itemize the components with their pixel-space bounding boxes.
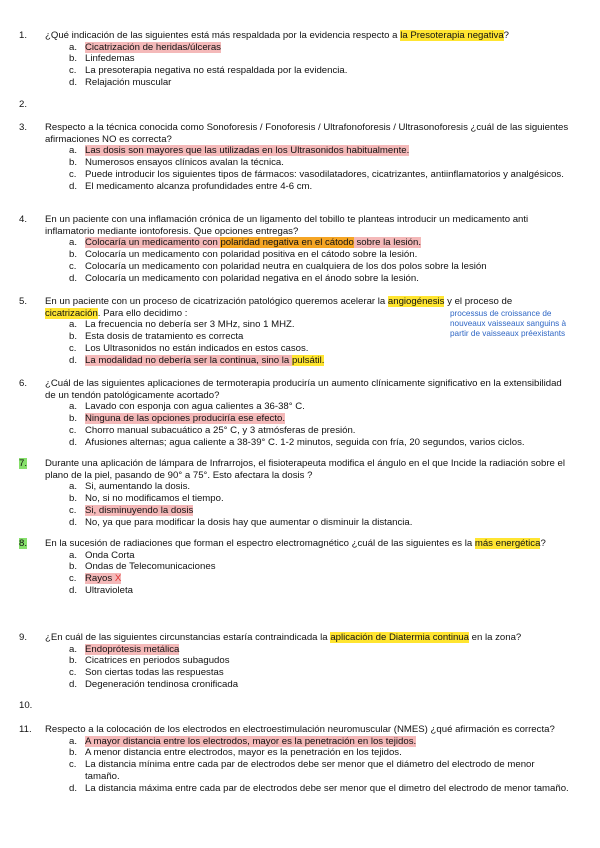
highlight: más energética xyxy=(474,538,541,549)
option-b: b. Colocaría un medicamento con polaridad positiva en el cátodo sobre la lesión. xyxy=(69,249,418,261)
question-number: 3. xyxy=(19,122,28,133)
question-text: ¿Cuál de las siguientes aplicaciones de termoterapia produciría un aumento clínicamente significativo en la extensibilidad de un tendón patológicamente acortado? xyxy=(45,378,562,401)
option-c: c. Puede introducir los siguientes tipos de fármacos: vasodilatadores, cicatrizantes, antiinflamatorios y analgésicos. xyxy=(69,168,564,180)
question-text: ¿Qué indicación de las siguientes está más respaldada por la evidencia respecto a la Presoterapia negativa? xyxy=(45,30,509,41)
question-text: En un paciente con una inflamación crónica de un ligamento del tobillo te planteas introducir un medicamento anti inflamatorio mediante iontoforesis. Que opciones entregas? xyxy=(45,214,529,237)
question-text: Durante una aplicación de lámpara de Infrarrojos, el fisioterapeuta modifica el ángulo en el que Incide la radiación sobre el plano de la piel, pasando de 90° a 75°. Esto afectara la dosis ? xyxy=(45,458,565,481)
option-a: a. Colocaría un medicamento con polaridad negativa en el cátodo sobre la lesión. xyxy=(69,237,422,249)
option-d: d. No, ya que para modificar la dosis hay que aumentar o disminuir la distancia. xyxy=(69,516,413,528)
option-d: d. La distancia máxima entre cada par de electrodos debe ser menor que el dimetro del electrodo de menor tamaño. xyxy=(69,782,569,794)
highlight: polaridad negativa en el cátodo xyxy=(220,237,354,249)
option-b: b. Esta dosis de tratamiento es correcta xyxy=(69,331,244,343)
option-d: d. Degeneración tendinosa cronificada xyxy=(69,678,239,690)
option-c: c. Si, disminuyendo la dosis xyxy=(69,504,194,516)
question-text: Respecto a la colocación de los electrodos en electroestimulación neuromuscular (NMES) ¿qué afirmación es correcta? xyxy=(45,724,555,735)
option-c: c. Rayos X xyxy=(69,573,122,585)
option-a: a. Si, aumentando la dosis. xyxy=(69,481,191,493)
option-b: b. A menor distancia entre electrodos, mayor es la penetración en los tejidos. xyxy=(69,747,402,759)
question-text: Respecto a la técnica conocida como Sonoforesis / Fonoforesis / Ultrafonoforesis / Ultrasonoforesis ¿cuál de las siguientes afirmaciones NO es correcta? xyxy=(45,122,569,145)
option-d: d. La modalidad no debería ser la continua, sino la pulsátil. xyxy=(69,354,325,366)
option-c: c. Los Ultrasonidos no están indicados en estos casos. xyxy=(69,342,309,354)
option-b: b. Linfedemas xyxy=(69,53,135,65)
question-number: 8. xyxy=(19,538,28,549)
question-6 xyxy=(19,378,570,448)
question-1 xyxy=(19,30,570,89)
question-number: 10. xyxy=(19,700,33,711)
question-4 xyxy=(19,214,570,284)
option-c: c. La presoterapia negativa no está respaldada por la evidencia. xyxy=(69,65,348,77)
question-number: 11. xyxy=(19,724,32,735)
question-text: En la sucesión de radiaciones que forman el espectro electromagnético ¿cuál de las siguientes es la más energética? xyxy=(45,538,546,549)
option-d: d. Ultravioleta xyxy=(69,584,133,596)
option-b: b. Ondas de Telecomunicaciones xyxy=(69,561,216,573)
question-3 xyxy=(19,122,570,192)
option-d: d. Relajación muscular xyxy=(69,76,172,88)
option-b: b. Ninguna de las opciones produciría ese efecto. xyxy=(69,413,285,425)
highlight: pulsátil. xyxy=(291,354,325,366)
option-b: b. Numerosos ensayos clínicos avalan la técnica. xyxy=(69,157,284,169)
option-b: b. No, si no modificamos el tiempo. xyxy=(69,493,224,505)
question-text: En un paciente con un proceso de cicatrización patológico queremos acelerar la angiogénesis y el proceso de cicatrización. Para ello decidimo : xyxy=(45,296,513,319)
option-a: a. Las dosis son mayores que las utilizadas en los Ultrasonidos habitualmente. xyxy=(69,145,410,157)
option-b: b. Cicatrices en periodos subagudos xyxy=(69,655,230,667)
question-number: 2. xyxy=(19,99,28,110)
option-a: a. La frecuencia no debería ser 3 MHz, sino 1 MHZ. xyxy=(69,319,295,331)
question-number: 5. xyxy=(19,296,28,307)
option-a: a. Onda Corta xyxy=(69,549,135,561)
option-a: a. Lavado con esponja con agua calientes a 36-38° C. xyxy=(69,401,305,413)
option-a: a. Cicatrización de heridas/úlceras xyxy=(69,41,221,53)
highlight: cicatrización xyxy=(45,307,98,319)
comment-note: processus de croissance de nouveaux vaisseaux sanguins à partir de vaisseaux préexistants xyxy=(450,309,567,339)
question-number: 4. xyxy=(19,214,28,225)
option-a: a. Endoprótesis metálica xyxy=(69,643,180,655)
highlight: angiogénesis xyxy=(387,296,445,307)
option-c: c. La distancia mínima entre cada par de electrodos debe ser menor que el diámetro del electrodo de menor tamaño. xyxy=(69,759,535,782)
option-d: d. Afusiones alternas; agua caliente a 38-39° C. 1-2 minutos, seguida con fría, 20 segundos, varios ciclos. xyxy=(69,436,525,448)
question-number: 6. xyxy=(19,378,28,389)
question-text: ¿En cuál de las siguientes circunstancias estaría contraindicada la aplicación de Diatermia continua en la zona? xyxy=(45,632,522,643)
option-c: c. Chorro manual subacuático a 25° C, y 3 atmósferas de presión. xyxy=(69,424,356,436)
question-number: 1. xyxy=(19,30,28,41)
question-8 xyxy=(19,538,570,597)
question-number: 9. xyxy=(19,632,28,643)
question-9 xyxy=(19,632,570,691)
option-d: d. El medicamento alcanza profundidades entre 4-6 cm. xyxy=(69,180,313,192)
highlight: la Presoterapia negativa xyxy=(400,30,504,41)
option-c: c. Colocaría un medicamento con polaridad neutra en cualquiera de los dos polos sobre la lesión xyxy=(69,260,487,272)
highlight: aplicación de Diatermia continua xyxy=(330,632,469,643)
question-11 xyxy=(19,724,570,794)
option-c: c. Son ciertas todas las respuestas xyxy=(69,667,224,679)
option-a: a. A mayor distancia entre los electrodos, mayor es la penetración en los tejidos. xyxy=(69,735,417,747)
option-d: d. Colocaría un medicamento con polaridad negativa en el ánodo sobre la lesión. xyxy=(69,272,419,284)
question-number: 7. xyxy=(19,458,28,469)
question-7 xyxy=(19,458,570,528)
